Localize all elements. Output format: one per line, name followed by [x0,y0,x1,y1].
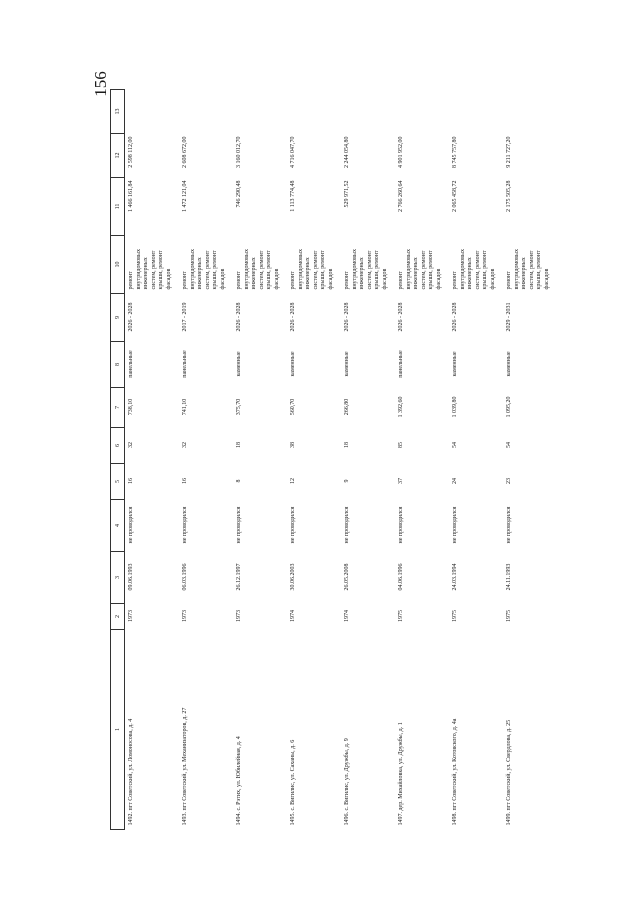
column-header: 7 [111,388,125,428]
cost-cell: 2 065 458,72 [452,180,458,212]
rotated-table-content [110,90,550,830]
column-header: 6 [111,428,125,464]
works-cell: ремонт внутридомовых инженерных систем, ремонт крыши, ремонт фасадов [398,248,442,290]
wall-material-cell: панельные [128,350,134,378]
wall-material-cell: каменные [452,351,458,377]
floors-cell: 8 [236,479,242,483]
total-cost-cell: 3 160 012,70 [236,136,242,168]
table-row [341,90,395,830]
year-cell: 1975 [452,610,458,622]
total-cost-cell: 2 598 112,00 [128,136,134,168]
empty-cell [125,90,180,134]
total-cost-cell: 4 716 047,70 [290,136,296,168]
works-cell: ремонт внутридомовых инженерных систем, ремонт крыши, ремонт фасадов [236,248,280,290]
column-header: 11 [111,178,125,236]
apartments-cell: 38 [290,442,296,448]
column-header: 4 [111,500,125,552]
housing-repair-table [110,89,557,830]
status-cell: не проводился [182,506,188,544]
rotated-table-frame [110,90,550,830]
address-cell: 1492. пгт Советский, ул. Ломоносова, д. 4 [128,718,134,826]
works-cell: ремонт внутридомовых инженерных систем, ремонт крыши, ремонт фасадов [182,248,226,290]
status-cell: не проводился [344,506,350,544]
year-cell: 1975 [506,610,512,622]
total-cost-cell: 8 745 757,80 [452,136,458,168]
period-cell: 2026 - 2028 [398,302,404,332]
total-cost-cell: 2 244 054,80 [344,136,350,168]
table-row [449,90,503,830]
period-cell: 2017 - 2019 [182,302,188,332]
status-cell: не проводился [128,506,134,544]
total-cost-cell: 9 211 727,20 [506,136,512,168]
wall-material-cell: каменные [290,351,296,377]
date-cell: 09.06.1993 [128,563,134,591]
floors-cell: 23 [506,478,512,484]
year-cell: 1975 [398,610,404,622]
period-cell: 2026 - 2028 [452,302,458,332]
column-header: 9 [111,294,125,342]
table-row [179,90,233,830]
area-cell: 1 392,60 [398,396,404,418]
status-cell: не проводился [398,506,404,544]
cost-cell: 1 113 774,48 [290,180,296,212]
empty-cell [179,90,233,134]
table-row [125,90,180,830]
apartments-cell: 18 [344,442,350,448]
period-cell: 2026 - 2028 [290,302,296,332]
wall-material-cell: каменные [344,351,350,377]
works-cell: ремонт внутридомовых инженерных систем, ремонт крыши, ремонт фасадов [344,248,388,290]
address-cell: 1493. пгт Советский, ул. Механизаторов, д. 27 [182,707,188,826]
date-cell: 24.11.1993 [506,563,512,591]
year-cell: 1974 [290,610,296,622]
area-cell: 738,10 [128,398,134,416]
column-header: 2 [111,604,125,630]
area-cell: 1 039,80 [452,396,458,418]
column-header: 8 [111,342,125,388]
works-cell: ремонт внутридомовых инженерных систем, ремонт крыши, ремонт фасадов [452,248,496,290]
empty-cell [503,90,557,134]
area-cell: 1 095,20 [506,396,512,418]
address-cell: 1495. с. Вигилис, ул. Саханы, д. 6 [290,739,296,826]
cost-cell: 1 466 161,84 [128,180,134,212]
year-cell: 1973 [182,610,188,622]
cost-cell: 529 971,52 [344,180,350,208]
page-number: 156 [91,71,110,97]
apartments-cell: 18 [236,442,242,448]
column-header: 10 [111,236,125,294]
date-cell: 26.05.2008 [344,563,350,591]
works-cell: ремонт внутридомовых инженерных систем, ремонт крыши, ремонт фасадов [128,248,172,290]
period-cell: 2026 - 2028 [128,302,134,332]
date-cell: 30.06.2003 [290,563,296,591]
empty-cell [395,90,449,134]
apartments-cell: 32 [182,442,188,448]
floors-cell: 37 [398,478,404,484]
year-cell: 1973 [128,610,134,622]
wall-material-cell: панельные [398,350,404,378]
apartments-cell: 85 [398,442,404,448]
date-cell: 24.03.1994 [452,563,458,591]
area-cell: 741,10 [182,398,188,416]
empty-cell [287,90,341,134]
address-cell: 1499. пгт Советский, ул. Свердлова, д. 25 [506,719,512,826]
table-row [233,90,287,830]
table-body [125,90,558,830]
area-cell: 375,70 [236,398,242,416]
wall-material-cell: панельные [182,350,188,378]
address-cell: 1498. пгт Советский, ул. Котовского, д. 4а [452,718,458,826]
floors-cell: 9 [344,479,350,483]
empty-cell [341,90,395,134]
table-row [287,90,341,830]
works-cell: ремонт внутридомовых инженерных систем, ремонт крыши, ремонт фасадов [506,248,550,290]
apartments-cell: 54 [506,442,512,448]
date-cell: 06.03.1996 [182,563,188,591]
year-cell: 1973 [236,610,242,622]
column-header: 12 [111,134,125,178]
works-cell: ремонт внутридомовых инженерных систем, ремонт крыши, ремонт фасадов [290,248,334,290]
total-cost-cell: 4 901 952,00 [398,136,404,168]
wall-material-cell: каменные [506,351,512,377]
period-cell: 2026 - 2028 [236,302,242,332]
status-cell: не проводился [452,506,458,544]
status-cell: не проводился [506,506,512,544]
wall-material-cell: каменные [236,351,242,377]
apartments-cell: 54 [452,442,458,448]
column-number-row [111,90,125,830]
cost-cell: 2 766 260,64 [398,180,404,212]
date-cell: 26.12.1997 [236,563,242,591]
column-header: 13 [111,90,125,134]
column-header: 1 [111,630,125,830]
empty-cell [449,90,503,134]
address-cell: 1496. с. Вигилис, ул. Дружбы, д. 9 [344,738,350,826]
empty-cell [233,90,287,134]
floors-cell: 12 [290,478,296,484]
table-row [395,90,449,830]
column-header: 3 [111,552,125,604]
date-cell: 04.06.1996 [398,563,404,591]
cost-cell: 746 290,48 [236,180,242,208]
cost-cell: 1 472 121,04 [182,180,188,212]
area-cell: 266,80 [344,398,350,416]
floors-cell: 24 [452,478,458,484]
period-cell: 2029 - 2031 [506,302,512,332]
column-header: 5 [111,464,125,500]
total-cost-cell: 2 608 672,00 [182,136,188,168]
floors-cell: 16 [182,478,188,484]
cost-cell: 2 175 505,28 [506,180,512,212]
area-cell: 560,70 [290,398,296,416]
table-row [503,90,557,830]
apartments-cell: 32 [128,442,134,448]
address-cell: 1494. с. Рэтих, ул. Юбилейная, д. 4 [236,736,242,826]
floors-cell: 16 [128,478,134,484]
address-cell: 1497. дер. Михайловка, ул. Дружбы, д. 1 [398,722,404,826]
period-cell: 2026 - 2028 [344,302,350,332]
year-cell: 1974 [344,610,350,622]
status-cell: не проводился [290,506,296,544]
status-cell: не проводился [236,506,242,544]
